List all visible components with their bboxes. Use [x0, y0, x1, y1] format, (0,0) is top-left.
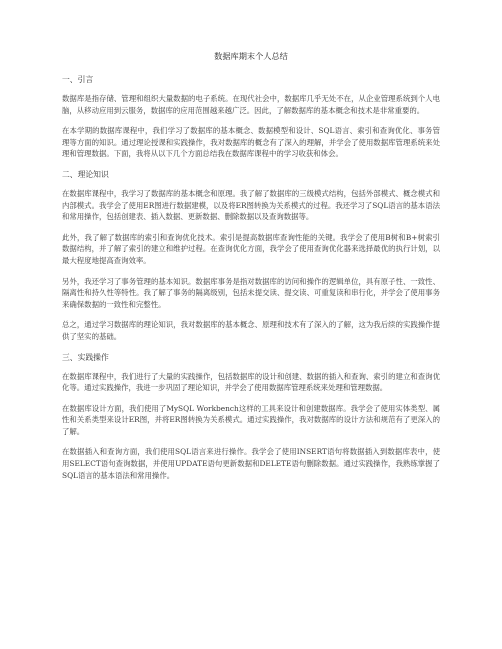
paragraph: 另外，我还学习了事务管理的基本知识。数据库事务是指对数据库的访问和操作的逻辑单位，具有原子性、一致性、隔离性和持久性等特性。我了解了事务的隔离级别，包括未提交读、提交读、可重复读和串行化，并学会了使用事务来确保数据的一致性和完整性。 — [62, 276, 440, 309]
document-title: 数据库期末个人总结 — [214, 51, 288, 61]
paragraph: 数据库是指存储、管理和组织大量数据的电子系统。在现代社会中，数据库几乎无处不在，从企业管理系统到个人电脑，从移动应用到云服务，数据库的应用范围越来越广泛。因此，了解数据库的基本概念和技术是非常重要的。 — [62, 94, 440, 115]
paragraph: 总之，通过学习数据库的理论知识，我对数据库的基本概念、原理和技术有了深入的了解，这为我后续的实践操作提供了坚实的基础。 — [62, 320, 440, 341]
paragraph: 在数据库课程中，我学习了数据库的基本概念和原理。我了解了数据库的三级模式结构，包括外部模式、概念模式和内部模式。我学会了使用ER图进行数据建模，以及将ER图转换为关系模式的过程。我还学习了SQL语言的基本语法和常用操作，包括创建表、插入数据、更新数据、删除数据以及查询数据等。 — [62, 188, 440, 222]
section-practice — [62, 352, 440, 482]
section-heading: 二、理论知识 — [62, 169, 109, 179]
paragraph: 在本学期的数据库课程中，我们学习了数据库的基本概念、数据模型和设计、SQL语言、索引和查询优化、事务管理等方面的知识。通过理论授课和实践操作，我对数据库的概念有了深入的理解，并学会了使用数据库管理系统来处理和管理数据。下面，我将从以下几个方面总结我在数据库课程中的学习收获和体会。 — [62, 126, 440, 159]
paragraph: 在数据插入和查询方面，我们使用SQL语言来进行操作。我学会了使用INSERT语句将数据插入到数据库表中，使用SELECT语句查询数据，并使用UPDATE语句更新数据和DELETE语句删除数据。通过实践操作，我熟练掌握了SQL语言的基本语法和常用操作。 — [62, 447, 440, 480]
paragraph: 在数据库课程中，我们进行了大量的实践操作，包括数据库的设计和创建、数据的插入和查询、索引的建立和查询优化等。通过实践操作，我进一步巩固了理论知识，并学会了使用数据库管理系统来处理和管理数据。 — [62, 371, 440, 393]
section-theory — [62, 169, 440, 343]
paragraph: 在数据库设计方面，我们使用了MySQL Workbench这样的工具来设计和创建数据库。我学会了使用实体类型、属性和关系类型来设计ER图，并将ER图转换为关系模式。通过实践操作，我对数据库的设计方法和规范有了更深入的了解。 — [62, 403, 440, 436]
paragraph: 此外，我了解了数据库的索引和查询优化技术。索引是提高数据库查询性能的关键。我学会了使用B树和B+树索引数据结构，并了解了索引的建立和维护过程。在查询优化方面，我学会了使用查询优化器来选择最优的执行计划，以最大程度地提高查询效率。 — [62, 232, 440, 265]
section-heading: 三、实践操作 — [62, 352, 109, 362]
section-introduction — [62, 74, 440, 160]
section-heading: 一、引言 — [62, 75, 94, 84]
